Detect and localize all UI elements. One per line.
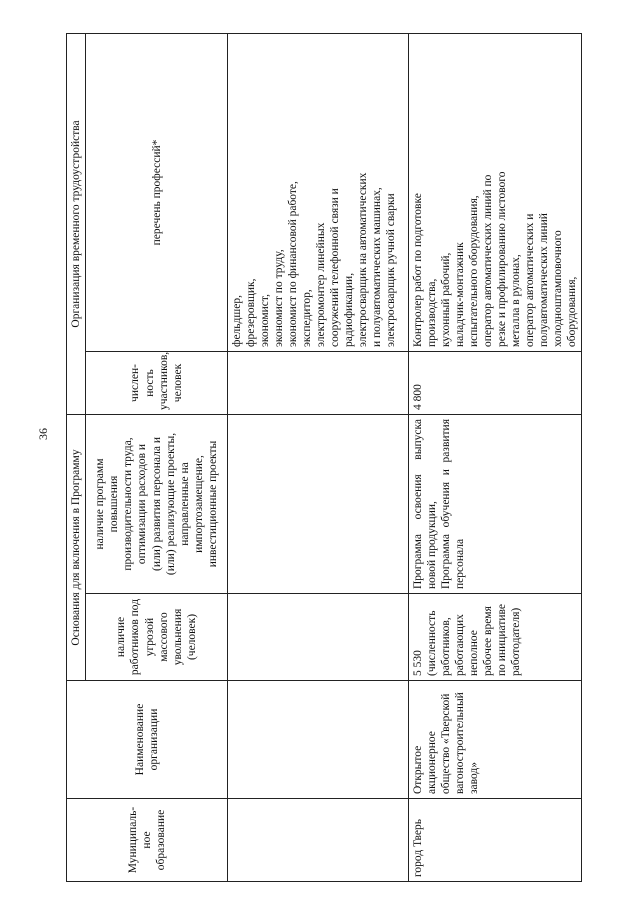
rotated-page-content (66, 34, 579, 882)
table-row (228, 33, 409, 881)
employment-program-table (66, 33, 582, 882)
cell-programs (228, 415, 409, 594)
cell-professions: фельдшер, фрезеровщик, экономист, экономист по труду, экономист по финансовой работе, экспедитор, электромонтер линейных сооружений телефонной связи и радиофикации, электросварщик на автоматических и полуавтоматических машинах, электросварщик ручной сварки (228, 33, 409, 351)
table-row (409, 33, 582, 881)
cell-organization: Открытое акционерное общество «Тверской вагоностроительный завод» (409, 681, 582, 799)
header-organization: Наименование организации (67, 681, 228, 799)
page-number: 36 (36, 428, 50, 440)
cell-participants (228, 352, 409, 415)
header-employment-group: Организация временного трудоустройства (67, 33, 86, 414)
cell-workers: 5 530 (численность работников, работающих неполное рабочее время по инициативе работодателя) (409, 594, 582, 681)
cell-municipality: город Тверь (409, 799, 582, 882)
cell-municipality (228, 799, 409, 882)
header-participants: числен- ность участников, человек (86, 352, 228, 415)
cell-programs: Программа освоения выпуска новой продукции, Программа обучения и развития персонала (409, 415, 582, 594)
header-row-groups (67, 33, 86, 881)
header-basis-group: Основания для включения в Программу (67, 415, 86, 681)
cell-professions: Контролер работ по подготовке производства, кухонный рабочий, наладчик-монтажник испытательного оборудования, оператор автоматических линий по резке и профилированию листового металла в рулонах, оператор автоматических и полуавтоматических линий холодноштамповочного оборудования, (409, 33, 582, 351)
header-professions: перечень профессий* (86, 33, 228, 351)
cell-organization (228, 681, 409, 799)
cell-workers (228, 594, 409, 681)
header-workers-at-risk: наличие работников под угрозой массового увольнения (человек) (86, 594, 228, 681)
header-municipality: Муниципаль- ное образование (67, 799, 228, 882)
header-programs: наличие программ повышения производительности труда, оптимизации расходов и (или) развития персонала и (или) реализующие проекты, направленные на импортозамещение, инвестиционные проекты (86, 415, 228, 594)
cell-participants: 4 800 (409, 352, 582, 415)
